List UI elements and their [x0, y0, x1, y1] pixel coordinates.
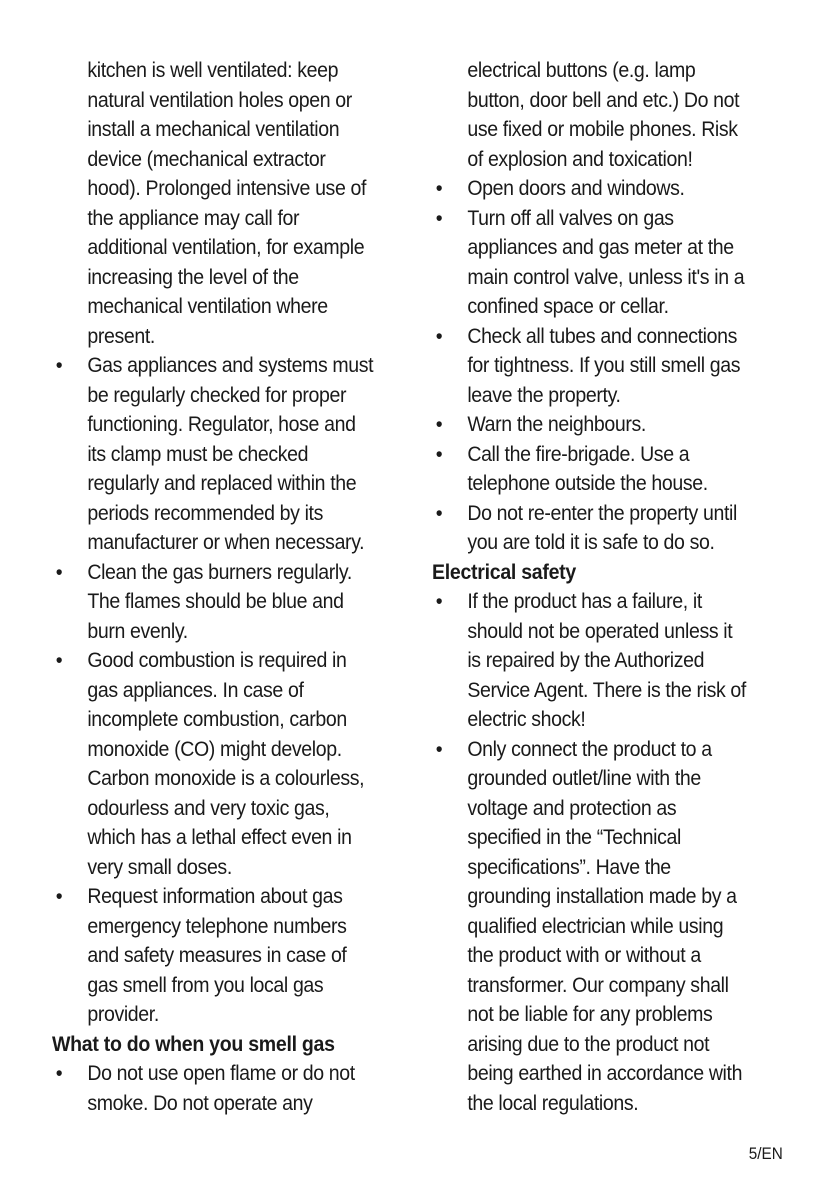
bullet-text-line	[432, 912, 767, 942]
bullet-text-line	[52, 882, 387, 912]
bullet-text: burn evenly.	[87, 619, 188, 643]
bullet-text-line	[52, 705, 387, 735]
bullet-text: gas smell from you local gas	[87, 973, 324, 997]
bullet-text-line	[432, 794, 767, 824]
bullet-text-line	[432, 499, 767, 529]
bullet-text: voltage and protection as	[467, 796, 677, 820]
bullet-text-line	[52, 440, 387, 470]
text-line: kitchen is well ventilated: keep	[87, 59, 339, 82]
bullet-text: Service Agent. There is the risk of	[467, 678, 746, 702]
bullet-text: main control valve, unless it's in a	[467, 265, 745, 289]
bullet-item	[432, 440, 767, 499]
bullet-text: specifications”. Have the	[467, 855, 671, 879]
bullet-text-line	[432, 764, 767, 794]
bullet-text-line	[432, 646, 767, 676]
bullet-text-line	[432, 971, 767, 1001]
bullet-icon: •	[435, 442, 443, 466]
bullet-text: Do not use open flame or do not	[87, 1062, 355, 1085]
bullet-text: Call the fire-brigade. Use a	[467, 442, 690, 466]
text-line: electrical buttons (e.g. lamp	[467, 59, 696, 82]
bullet-text-line	[52, 528, 387, 558]
bullet-text: Gas appliances and systems must	[87, 354, 374, 377]
bullet-text: not be liable for any problems	[467, 1003, 713, 1026]
bullet-icon: •	[55, 885, 63, 908]
text-line: install a mechanical ventilation	[87, 118, 340, 141]
bullet-text: specified in the “Technical	[467, 826, 681, 849]
bullet-text: odourless and very toxic gas,	[87, 796, 330, 820]
bullet-icon: •	[435, 501, 443, 525]
bullet-text-line	[432, 853, 767, 883]
bullet-text: for tightness. If you still smell gas	[467, 354, 741, 377]
section-heading: What to do when you smell gas	[52, 1032, 335, 1056]
bullet-text-line	[432, 1000, 767, 1030]
bullet-icon: •	[435, 206, 443, 230]
bullet-text-line	[52, 794, 387, 824]
bullet-text-line	[52, 1089, 387, 1119]
bullet-text-line	[52, 469, 387, 499]
bullet-text: functioning. Regulator, hose and	[87, 413, 356, 436]
text-line: the appliance may call for	[87, 206, 300, 230]
bullet-item	[432, 499, 767, 558]
bullet-text-line	[432, 1059, 767, 1089]
text-line: additional ventilation, for example	[87, 236, 365, 259]
bullet-text-line	[432, 381, 767, 411]
bullet-item	[52, 882, 387, 1030]
bullet-icon: •	[55, 354, 63, 377]
bullet-icon: •	[55, 649, 63, 672]
bullet-text-line	[432, 617, 767, 647]
bullet-text-line	[52, 558, 387, 588]
right-text-block	[432, 56, 767, 1118]
bullet-text-line	[52, 941, 387, 971]
bullet-icon: •	[435, 737, 443, 761]
bullet-text: qualified electrician while using	[467, 914, 724, 938]
bullet-text-line	[432, 676, 767, 706]
bullet-text-line	[432, 233, 767, 263]
bullet-text-line	[432, 528, 767, 558]
text-line: present.	[87, 324, 155, 348]
bullet-text-line	[52, 1059, 387, 1089]
bullet-icon: •	[55, 1062, 63, 1085]
bullet-text: Only connect the product to a	[467, 737, 712, 761]
bullet-text: which has a lethal effect even in	[87, 826, 352, 849]
bullet-text: incomplete combustion, carbon	[87, 708, 347, 731]
text-line: natural ventilation holes open or	[87, 88, 352, 112]
left-text-block	[52, 56, 387, 1118]
bullet-item	[432, 587, 767, 735]
bullet-text: be regularly checked for proper	[87, 383, 347, 407]
bullet-text-line	[52, 735, 387, 765]
bullet-text: Do not re-enter the property until	[467, 501, 737, 525]
bullet-text: If the product has a failure, it	[467, 590, 702, 613]
right-column	[432, 56, 792, 1118]
bullet-text-line	[52, 410, 387, 440]
bullet-text-line	[432, 941, 767, 971]
bullet-text: should not be operated unless it	[467, 619, 733, 643]
bullet-text: grounded outlet/line with the	[467, 767, 701, 790]
bullet-text: The flames should be blue and	[87, 590, 344, 613]
bullet-text-line	[432, 469, 767, 499]
bullet-text-line	[432, 322, 767, 352]
bullet-text: emergency telephone numbers	[87, 914, 347, 938]
bullet-text-line	[52, 617, 387, 647]
bullet-text-line	[432, 882, 767, 912]
bullet-text: and safety measures in case of	[87, 944, 347, 967]
bullet-icon: •	[55, 560, 63, 584]
bullet-text: gas appliances. In case of	[87, 678, 304, 702]
bullet-item	[432, 322, 767, 411]
text-line: device (mechanical extractor	[87, 147, 326, 171]
bullet-text-line	[52, 971, 387, 1001]
bullet-item	[52, 558, 387, 647]
bullet-text-line	[432, 263, 767, 293]
bullet-text-line	[432, 823, 767, 853]
bullet-icon: •	[435, 177, 443, 200]
bullet-text: Turn off all valves on gas	[467, 206, 674, 230]
bullet-item	[432, 735, 767, 1119]
bullet-item	[52, 646, 387, 882]
text-line: mechanical ventilation where	[87, 295, 328, 318]
bullet-text-line	[52, 853, 387, 883]
bullet-text-line	[52, 381, 387, 411]
bullet-text: smoke. Do not operate any	[87, 1091, 313, 1115]
bullet-text-line	[52, 646, 387, 676]
bullet-text-line	[432, 440, 767, 470]
text-line: of explosion and toxication!	[467, 147, 693, 171]
bullet-text-line	[432, 735, 767, 765]
bullet-text-line	[432, 587, 767, 617]
bullet-item	[432, 204, 767, 322]
bullet-text-line	[432, 174, 767, 204]
bullet-item	[52, 351, 387, 558]
bullet-text: its clamp must be checked	[87, 442, 309, 466]
bullet-text: appliances and gas meter at the	[467, 236, 734, 259]
text-line: increasing the level of the	[87, 265, 299, 289]
left-column	[52, 56, 412, 1118]
bullet-text: electric shock!	[467, 708, 586, 731]
bullet-text-line	[52, 1000, 387, 1030]
bullet-text: the product with or without a	[467, 944, 701, 967]
bullet-text-line	[432, 351, 767, 381]
bullet-text: grounding installation made by a	[467, 885, 737, 908]
bullet-text: Check all tubes and connections	[467, 324, 738, 348]
text-line: button, door bell and etc.) Do not	[467, 88, 740, 112]
bullet-text: periods recommended by its	[87, 501, 324, 525]
bullet-text: arising due to the product not	[467, 1032, 710, 1056]
bullet-icon: •	[435, 413, 443, 436]
bullet-text-line	[432, 1089, 767, 1119]
bullet-text: is repaired by the Authorized	[467, 649, 705, 672]
bullet-text: transformer. Our company shall	[467, 973, 729, 997]
bullet-text: Request information about gas	[87, 885, 343, 908]
bullet-text-line	[432, 1030, 767, 1060]
bullet-text-line	[432, 292, 767, 322]
bullet-text-line	[432, 410, 767, 440]
bullet-item	[432, 174, 767, 204]
bullet-icon: •	[435, 590, 443, 613]
bullet-text: leave the property.	[467, 383, 621, 407]
bullet-text-line	[52, 912, 387, 942]
bullet-text: monoxide (CO) might develop.	[87, 737, 342, 761]
bullet-text: being earthed in accordance with	[467, 1062, 743, 1085]
bullet-text: Good combustion is required in	[87, 649, 347, 672]
bullet-item	[432, 410, 767, 440]
bullet-text: regularly and replaced within the	[87, 472, 357, 495]
bullet-text-line	[52, 587, 387, 617]
bullet-text-line	[52, 676, 387, 706]
text-line: use fixed or mobile phones. Risk	[467, 118, 738, 141]
bullet-icon: •	[435, 324, 443, 348]
bullet-text: Warn the neighbours.	[467, 413, 646, 436]
bullet-text-line	[52, 351, 387, 381]
bullet-text: confined space or cellar.	[467, 295, 669, 318]
page-number: 5/EN	[748, 1144, 783, 1163]
bullet-text-line	[52, 764, 387, 794]
bullet-text: provider.	[87, 1003, 159, 1026]
bullet-text: Carbon monoxide is a colourless,	[87, 767, 365, 790]
bullet-text: very small doses.	[87, 855, 232, 879]
bullet-text: you are told it is safe to do so.	[467, 531, 715, 554]
bullet-item	[52, 1059, 387, 1118]
bullet-text-line	[52, 823, 387, 853]
bullet-text: the local regulations.	[467, 1091, 639, 1115]
bullet-text: manufacturer or when necessary.	[87, 531, 365, 554]
bullet-text-line	[432, 705, 767, 735]
text-line: hood). Prolonged intensive use of	[87, 177, 367, 200]
bullet-text-line	[432, 204, 767, 234]
section-heading: Electrical safety	[432, 560, 577, 584]
bullet-text-line	[52, 499, 387, 529]
bullet-text: Clean the gas burners regularly.	[87, 560, 352, 584]
bullet-text: Open doors and windows.	[467, 177, 685, 200]
bullet-text: telephone outside the house.	[467, 472, 708, 495]
